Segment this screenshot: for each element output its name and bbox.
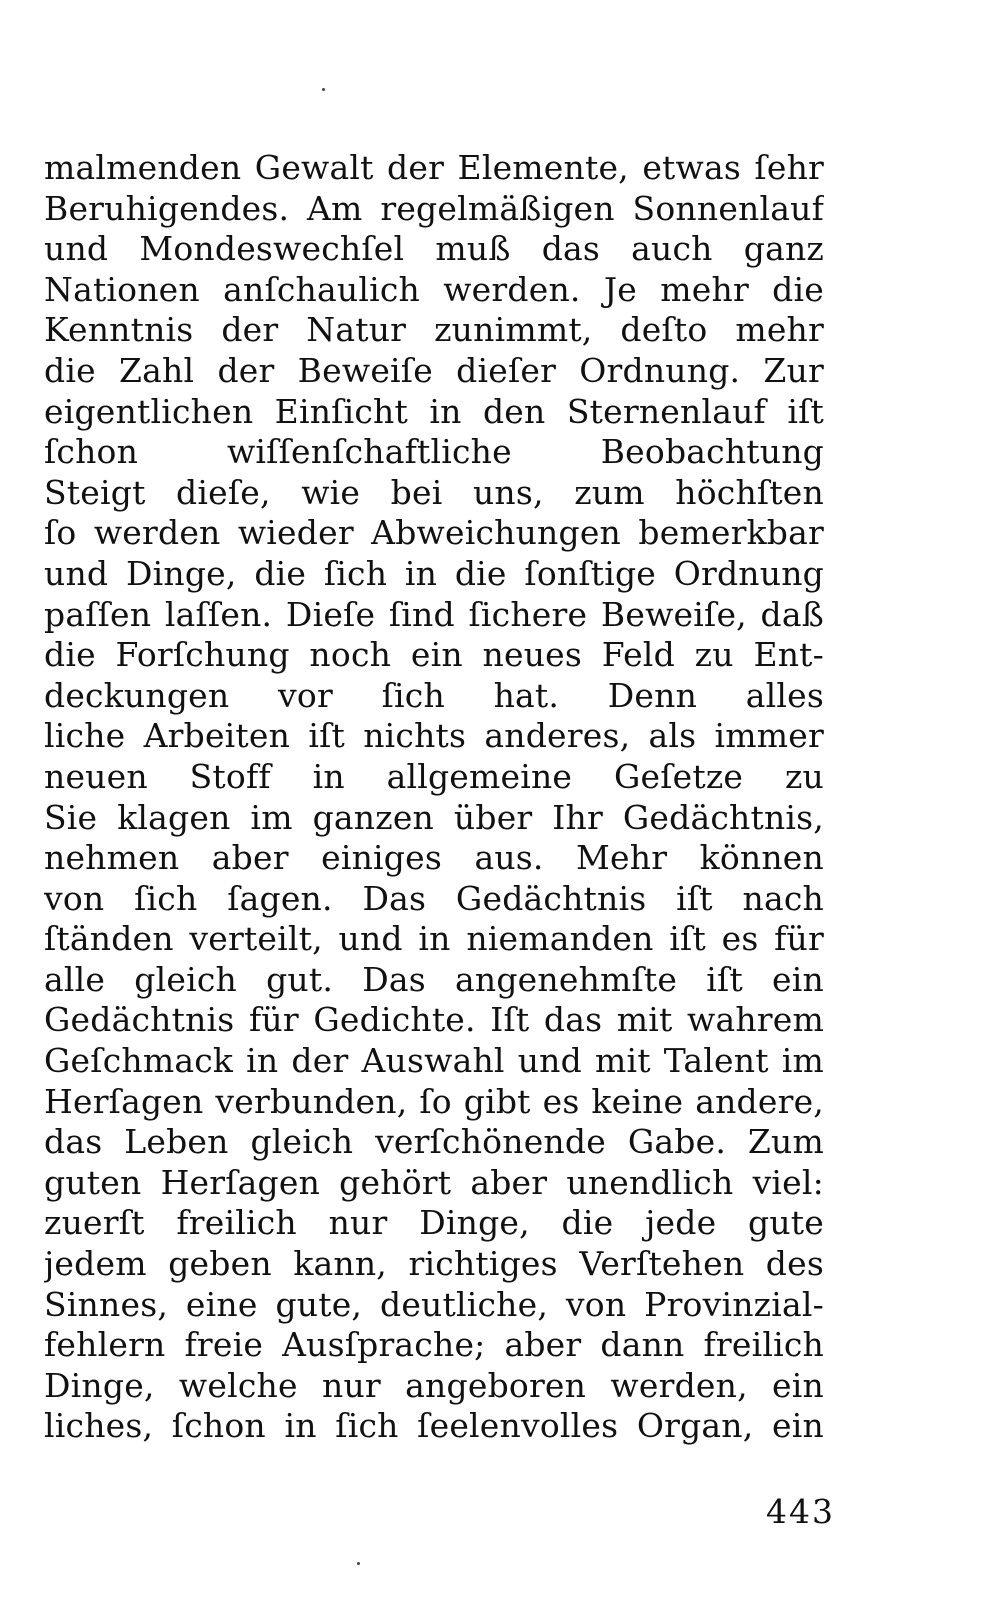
text-line: deckungen vor ſich hat. Denn alles (44, 675, 824, 715)
text-line: Beruhigendes. Am regelmäßigen Sonnenlauf (44, 188, 824, 228)
text-line: ſtänden verteilt, und in niemanden iſt es für (44, 919, 824, 959)
text-line: und Mondeswechſel muß das auch ganz (44, 229, 824, 269)
text-line: und Dinge, die ſich in die ſonſtige Ordnung (44, 553, 824, 593)
text-line: guten Herſagen gehört aber unendlich viel: (44, 1162, 824, 1202)
text-line: von ſich ſagen. Das Gedächtnis iſt nach (44, 878, 824, 918)
text-line: neuen Stoff in allgemeine Geſetze zu (44, 756, 824, 796)
text-line: Herſagen verbunden, ſo gibt es keine andere, (44, 1081, 824, 1121)
text-line: liche Arbeiten iſt nichts anderes, als immer (44, 716, 824, 756)
text-line: malmenden Gewalt der Elemente, etwas ſehr (44, 148, 824, 187)
text-line: eigentlichen Einſicht in den Sternenlauf iſt (44, 391, 824, 431)
text-line: die Forſchung noch ein neues Feld zu Ent- (44, 635, 824, 675)
text-line: zuerſt freilich nur Dinge, die jede gute (44, 1203, 824, 1243)
text-line: Nationen anſchaulich werden. Je mehr die (44, 269, 824, 309)
text-line: jedem geben kann, richtiges Verſtehen des (44, 1244, 824, 1284)
text-line: paſſen laſſen. Dieſe ſind ſichere Beweiſe, daß (44, 594, 824, 634)
scan-speck (322, 88, 325, 91)
text-line: Geſchmack in der Auswahl und mit Talent im (44, 1041, 824, 1081)
text-line: liches, ſchon in ſich ſeelenvolles Organ, ein (44, 1406, 824, 1446)
text-line: Gedächtnis für Gedichte. Iſt das mit wahrem (44, 1000, 824, 1040)
text-line: ſchon wiſſenſchaftliche Beobachtung (44, 432, 824, 472)
text-line: Steigt dieſe, wie bei uns, zum höchſten (44, 472, 824, 512)
body-text (44, 148, 824, 1447)
text-line: Sie klagen im ganzen über Ihr Gedächtnis, (44, 797, 824, 837)
text-line: fehlern freie Ausſprache; aber dann freilich (44, 1325, 824, 1365)
text-line: ſo werden wieder Abweichungen bemerkbar (44, 513, 824, 553)
text-line: alle gleich gut. Das angenehmſte iſt ein (44, 959, 824, 999)
text-line: das Leben gleich verſchönende Gabe. Zum (44, 1122, 824, 1162)
text-line: Sinnes, eine gute, deutliche, von Provinzial- (44, 1284, 824, 1324)
page-number: 443 (766, 1492, 835, 1531)
text-line: Kenntnis der Natur zunimmt, deſto mehr (44, 310, 824, 350)
text-line: nehmen aber einiges aus. Mehr können (44, 838, 824, 878)
text-line: Dinge, welche nur angeboren werden, ein (44, 1365, 824, 1405)
text-line: die Zahl der Beweiſe dieſer Ordnung. Zur (44, 350, 824, 390)
scan-speck (357, 1562, 360, 1565)
